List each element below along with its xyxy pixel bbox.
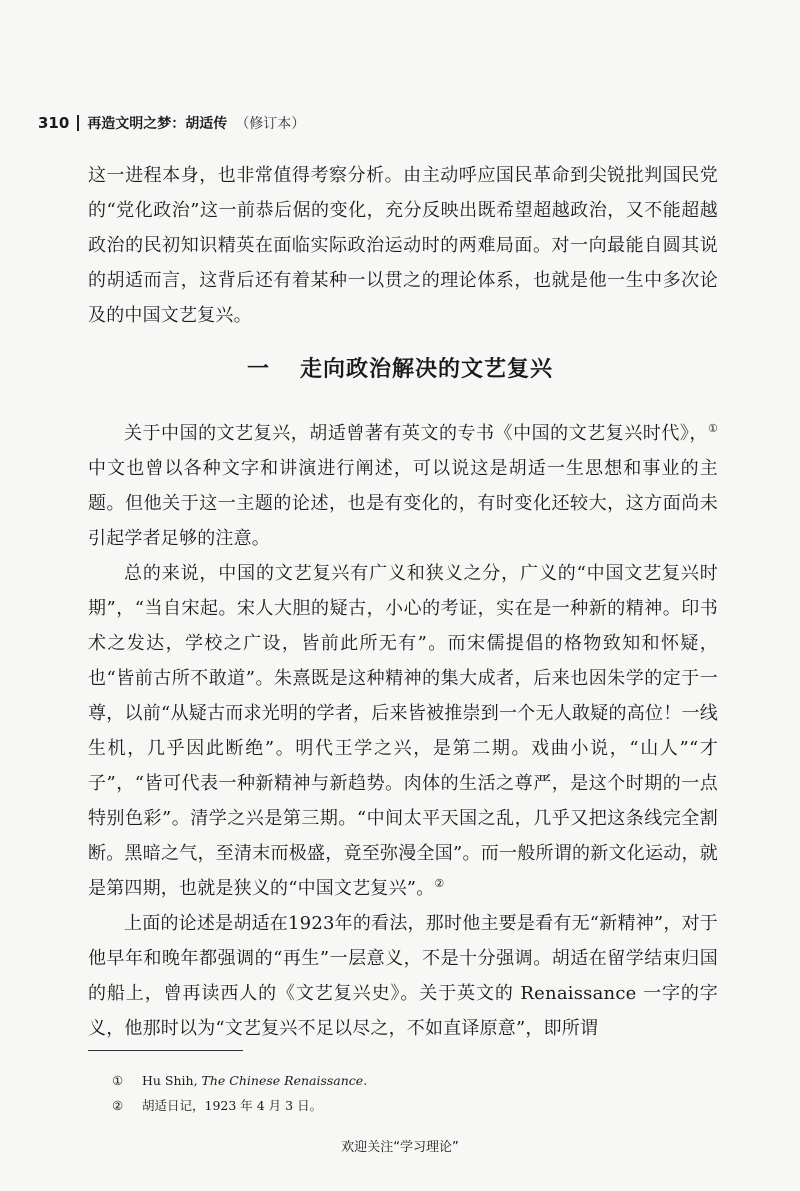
- section-title: 走向政治解决的文艺复兴: [300, 357, 554, 382]
- footnote-1: [112, 1072, 367, 1090]
- footnote-divider: [88, 1050, 243, 1051]
- page-number: 310: [38, 114, 70, 132]
- footnote-1-title: The Chinese Renaissance: [201, 1073, 364, 1088]
- footnote-ref-2: ②: [434, 877, 445, 890]
- footnote-ref-1: ①: [707, 422, 718, 435]
- footnote-2: [112, 1097, 322, 1115]
- book-title: 再造文明之梦：胡适传: [87, 116, 228, 132]
- section-number: 一: [246, 357, 270, 382]
- page-footer: 欢迎关注“学习理论”: [341, 1140, 459, 1155]
- paragraph-2-text: 总的来说，中国的文艺复兴有广义和狭义之分，广义的“中国文艺复兴时期”，“当自宋起。宋人大胆的疑古，小心的考证，实在是一种新的精神。印书术之发达，学校之广设，皆前此所无有”。而宋儒提倡的格物致知和怀疑，也“皆前古所不敢道”。朱熹既是这种精神的集大成者，后来也因朱学的定于一尊，以前“从疑古而求光明的学者，后来皆被推崇到一个无人敢疑的高位！一线生机，几乎因此断绝”。明代王学之兴，是第二期。戏曲小说，“山人”“才子”，“皆可代表一种新精神与新趋势。肉体的生活之尊严，是这个时期的一点特别色彩”。清学之兴是第三期。“中间太平天国之乱，几乎又把这条线完全割断。黑暗之气，至清末而极盛，竟至弥漫全国”。而一般所谓的新文化运动，就是第四期，也就是狭义的“中国文艺复兴”。: [88, 563, 718, 899]
- footnote-1-prefix: Hu Shih,: [142, 1073, 202, 1088]
- book-subtitle: （修订本）: [235, 116, 306, 132]
- paragraph-1-rest: 中文也曾以各种文字和讲演进行阐述，可以说这是胡适一生思想和事业的主题。但他关于这一主题的论述，也是有变化的，有时变化还较大，这方面尚未引起学者足够的注意。: [88, 458, 718, 549]
- body-paragraph-2: [88, 556, 718, 906]
- body-paragraph-3: 上面的论述是胡适在1923年的看法，那时他主要是看有无“新精神”，对于他早年和晚年都强调的“再生”一层意义，不是十分强调。胡适在留学结束归国的船上，曾再读西人的《文艺复兴史》。关于英文的 Renaissance 一字的字义，他那时以为“文艺复兴不足以尽之，不如直译原意”，即所谓: [88, 913, 718, 1039]
- running-header: [38, 113, 305, 133]
- header-divider: [77, 115, 79, 131]
- paragraph-1-text: 关于中国的文艺复兴，胡适曾著有英文的专书《中国的文艺复兴时代》，: [124, 423, 708, 444]
- footnote-2-text: 胡适日记，1923 年 4 月 3 日。: [142, 1098, 323, 1113]
- footnote-2-mark: ②: [112, 1098, 124, 1113]
- section-heading: [0, 352, 800, 383]
- footnote-1-mark: ①: [112, 1073, 124, 1088]
- intro-paragraph: 这一进程本身，也非常值得考察分析。由主动呼应国民革命到尖锐批判国民党的“党化政治”这一前恭后倨的变化，充分反映出既希望超越政治，又不能超越政治的民初知识精英在面临实际政治运动时的两难局面。对一向最能自圆其说的胡适而言，这背后还有着某种一以贯之的理论体系，也就是他一生中多次论及的中国文艺复兴。: [88, 165, 718, 326]
- footnote-1-suffix: .: [363, 1073, 368, 1088]
- body-paragraph-1: [88, 416, 718, 556]
